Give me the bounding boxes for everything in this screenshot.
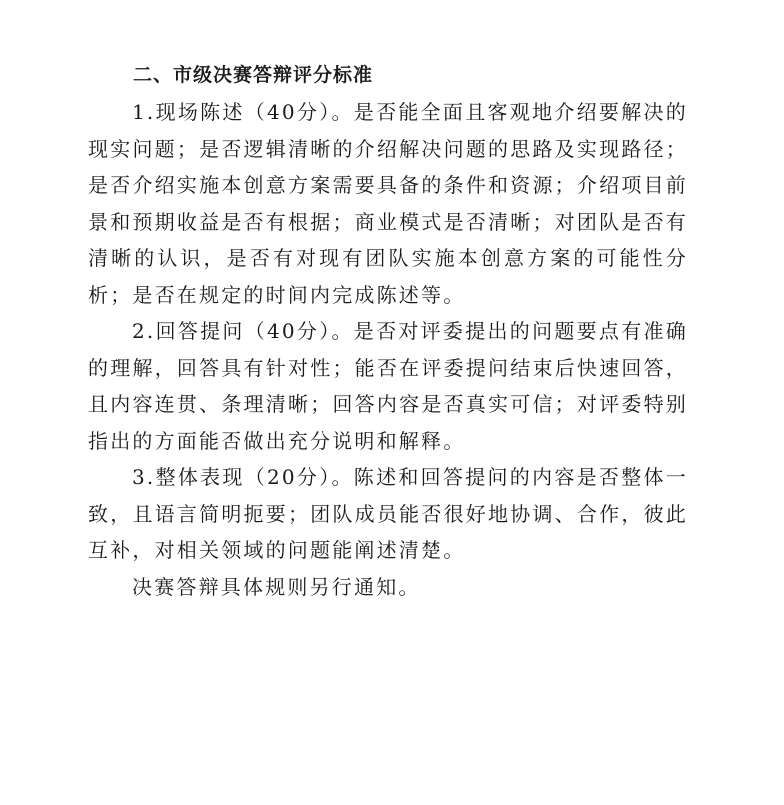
section-heading: 二、市级决赛答辩评分标准 [133,64,374,86]
criterion-presentation: 1.现场陈述（40分）。是否能全面且客观地介绍要解决的现实问题；是否逻辑清晰的介绍解决问题的思路及实现路径；是否介绍实施本创意方案需要具备的条件和资源；介绍项目前景和预期收益是否有根据；商业模式是否清晰；对团队是否有清晰的认识，是否有对现有团队实施本创意方案的可能性分析；是否在规定的时间内完成陈述等。 [88,100,688,307]
criterion-answering: 2.回答提问（40分）。是否对评委提出的问题要点有准确的理解，回答具有针对性；能否在评委提问结束后快速回答，且内容连贯、条理清晰；回答内容是否真实可信；对评委特别指出的方面能否做出充分说明和解释。 [88,319,688,453]
closing-note: 决赛答辩具体规则另行通知。 [132,574,421,599]
document-body [88,56,688,605]
criterion-overall: 3.整体表现（20分）。陈述和回答提问的内容是否整体一致，且语言简明扼要；团队成员能否很好地协调、合作，彼此互补，对相关领域的问题能阐述清楚。 [88,465,688,562]
